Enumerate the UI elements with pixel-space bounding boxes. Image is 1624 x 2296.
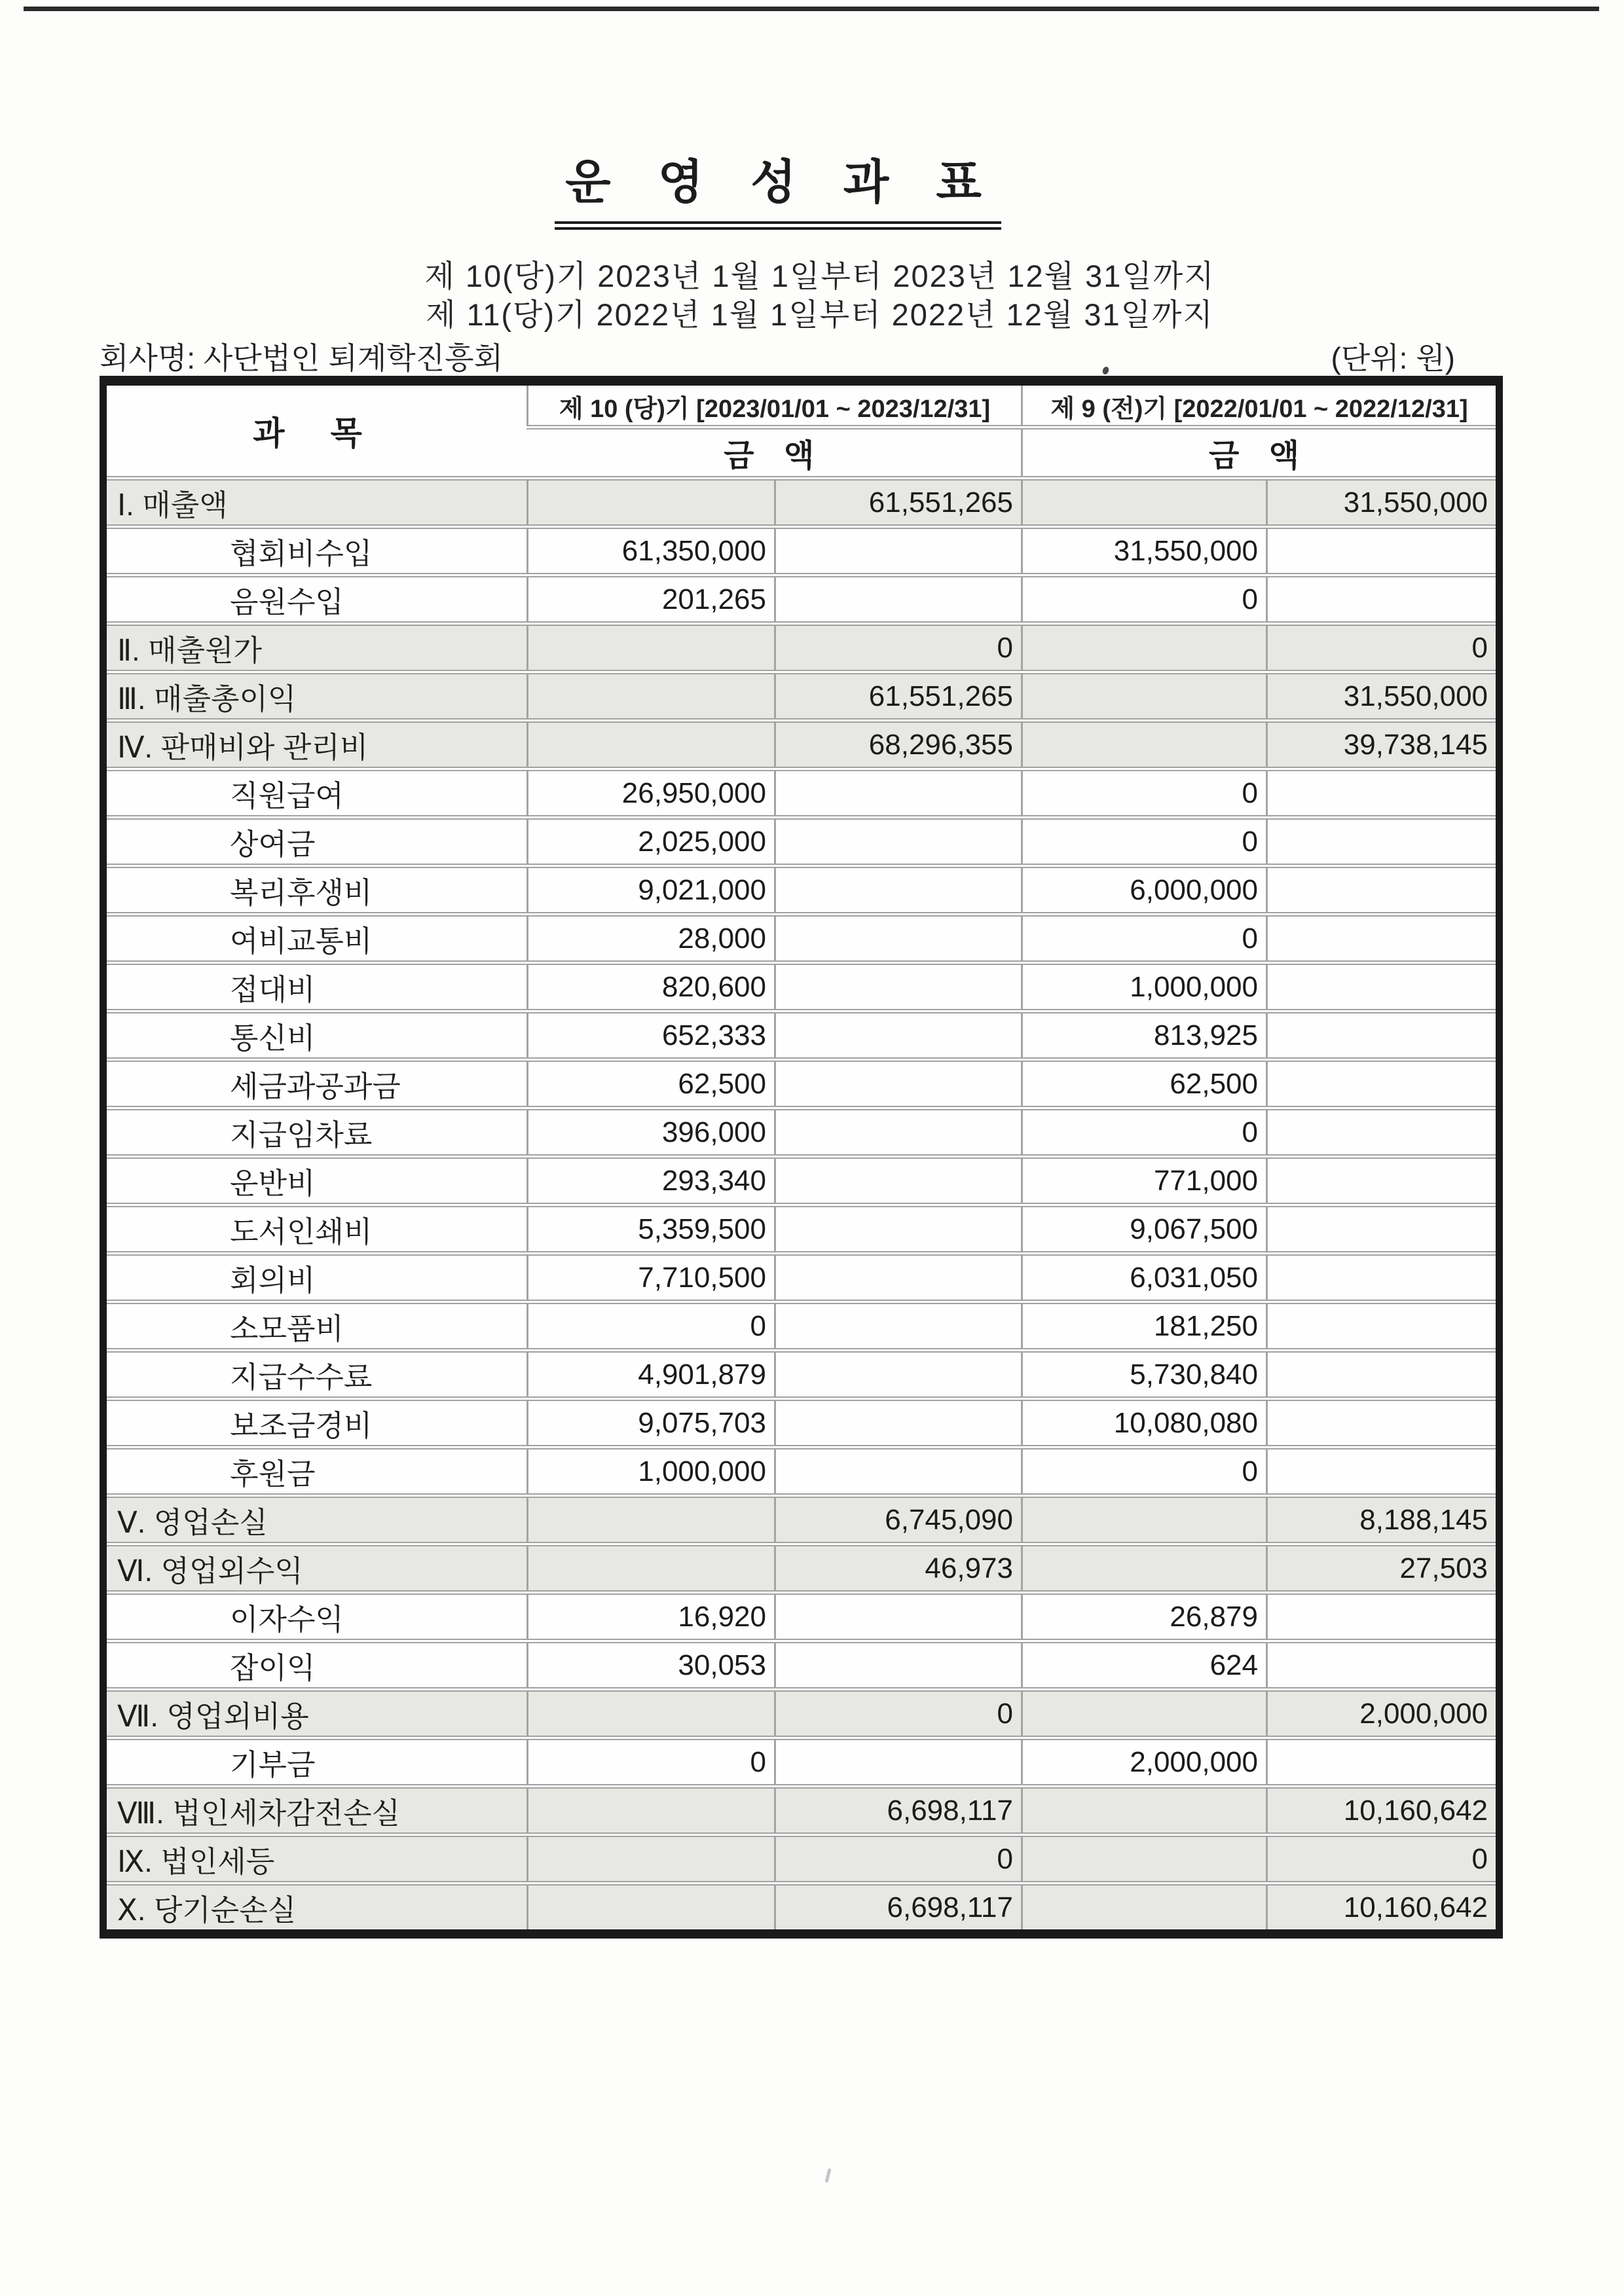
- prior-amount-total: 2,000,000: [1267, 1690, 1500, 1738]
- current-amount-detail: 9,075,703: [528, 1399, 775, 1448]
- column-header-current-period: 제 10 (당)기 [2023/01/01 ~ 2023/12/31]: [528, 381, 1022, 428]
- current-amount-total: [775, 1205, 1022, 1254]
- prior-amount-total: [1267, 1108, 1500, 1157]
- current-amount-total: [775, 575, 1022, 624]
- current-amount-detail: 0: [528, 1738, 775, 1787]
- column-header-prior-period: 제 9 (전)기 [2022/01/01 ~ 2022/12/31]: [1022, 381, 1500, 428]
- current-amount-detail: [528, 1835, 775, 1884]
- current-amount-total: [775, 1641, 1022, 1690]
- scan-edge-artifact: [24, 7, 1599, 11]
- prior-amount-total: [1267, 1205, 1500, 1254]
- prior-amount-total: 0: [1267, 624, 1500, 672]
- row-label: Ⅳ. 판매비와 관리비: [103, 721, 528, 769]
- prior-amount-detail: 2,000,000: [1022, 1738, 1267, 1787]
- prior-amount-detail: [1022, 1787, 1267, 1835]
- current-amount-total: 0: [775, 624, 1022, 672]
- column-header-amount-prior: 금 액: [1022, 428, 1500, 479]
- prior-amount-detail: 0: [1022, 769, 1267, 818]
- current-amount-detail: 820,600: [528, 963, 775, 1011]
- current-amount-detail: 4,901,879: [528, 1351, 775, 1399]
- row-label: Ⅴ. 영업손실: [103, 1496, 528, 1544]
- prior-amount-detail: 624: [1022, 1641, 1267, 1690]
- company-name: 회사명: 사단법인 퇴계학진흥회: [100, 341, 504, 375]
- current-amount-total: 6,745,090: [775, 1496, 1022, 1544]
- current-amount-total: 0: [775, 1835, 1022, 1884]
- prior-amount-total: [1267, 1351, 1500, 1399]
- table-row: [103, 1108, 1500, 1157]
- current-amount-detail: 1,000,000: [528, 1448, 775, 1496]
- prior-amount-total: 27,503: [1267, 1544, 1500, 1593]
- current-amount-total: 61,551,265: [775, 672, 1022, 721]
- table-row: [103, 575, 1500, 624]
- current-amount-total: 0: [775, 1690, 1022, 1738]
- current-amount-detail: 28,000: [528, 915, 775, 963]
- prior-amount-total: [1267, 915, 1500, 963]
- current-amount-total: [775, 1302, 1022, 1351]
- prior-amount-total: [1267, 963, 1500, 1011]
- prior-amount-total: [1267, 818, 1500, 866]
- row-label: 접대비: [103, 963, 528, 1011]
- current-amount-total: 68,296,355: [775, 721, 1022, 769]
- table-row: [103, 1544, 1500, 1593]
- row-label: 지급임차료: [103, 1108, 528, 1157]
- table-row: [103, 1593, 1500, 1641]
- prior-amount-total: [1267, 1641, 1500, 1690]
- current-amount-total: 61,551,265: [775, 479, 1022, 527]
- table-row: [103, 1641, 1500, 1690]
- table-row: [103, 1787, 1500, 1835]
- row-label: 회의비: [103, 1254, 528, 1302]
- prior-amount-total: 39,738,145: [1267, 721, 1500, 769]
- current-amount-detail: 5,359,500: [528, 1205, 775, 1254]
- prior-amount-detail: [1022, 624, 1267, 672]
- current-amount-detail: [528, 1787, 775, 1835]
- current-amount-total: [775, 866, 1022, 915]
- current-amount-detail: 26,950,000: [528, 769, 775, 818]
- prior-amount-detail: 181,250: [1022, 1302, 1267, 1351]
- row-label: Ⅵ. 영업외수익: [103, 1544, 528, 1593]
- row-label: 상여금: [103, 818, 528, 866]
- current-amount-detail: [528, 721, 775, 769]
- prior-amount-detail: [1022, 721, 1267, 769]
- current-amount-total: [775, 1399, 1022, 1448]
- row-label: Ⅷ. 법인세차감전손실: [103, 1787, 528, 1835]
- current-amount-total: [775, 818, 1022, 866]
- table-row: [103, 1884, 1500, 1935]
- current-amount-total: 6,698,117: [775, 1884, 1022, 1935]
- current-amount-detail: 396,000: [528, 1108, 775, 1157]
- current-amount-total: [775, 963, 1022, 1011]
- table-body: [103, 479, 1500, 1935]
- table-row: [103, 818, 1500, 866]
- prior-amount-detail: 771,000: [1022, 1157, 1267, 1205]
- current-amount-detail: 652,333: [528, 1011, 775, 1060]
- row-label: 후원금: [103, 1448, 528, 1496]
- table-row: [103, 1738, 1500, 1787]
- table-row: [103, 672, 1500, 721]
- row-label: 복리후생비: [103, 866, 528, 915]
- prior-amount-total: 31,550,000: [1267, 672, 1500, 721]
- period-line-prior: 제 11(당)기 2022년 1월 1일부터 2022년 12월 31일까지: [426, 297, 1214, 332]
- prior-amount-total: [1267, 1254, 1500, 1302]
- prior-amount-detail: [1022, 672, 1267, 721]
- prior-amount-detail: [1022, 1835, 1267, 1884]
- page-title: 운 영 성 과 표: [555, 144, 1001, 230]
- current-amount-total: [775, 527, 1022, 575]
- row-label: 통신비: [103, 1011, 528, 1060]
- current-amount-detail: 7,710,500: [528, 1254, 775, 1302]
- row-label: 보조금경비: [103, 1399, 528, 1448]
- row-label: Ⅸ. 법인세등: [103, 1835, 528, 1884]
- current-amount-detail: [528, 479, 775, 527]
- current-amount-total: [775, 1060, 1022, 1108]
- current-amount-detail: 61,350,000: [528, 527, 775, 575]
- prior-amount-detail: 5,730,840: [1022, 1351, 1267, 1399]
- prior-amount-total: [1267, 769, 1500, 818]
- prior-amount-detail: 31,550,000: [1022, 527, 1267, 575]
- table-row: [103, 1835, 1500, 1884]
- table-row: [103, 915, 1500, 963]
- current-amount-detail: [528, 1884, 775, 1935]
- table-row: [103, 1399, 1500, 1448]
- prior-amount-total: 10,160,642: [1267, 1787, 1500, 1835]
- prior-amount-detail: [1022, 1544, 1267, 1593]
- table-row: [103, 1690, 1500, 1738]
- current-amount-total: 6,698,117: [775, 1787, 1022, 1835]
- table-row: [103, 1060, 1500, 1108]
- current-amount-total: [775, 1011, 1022, 1060]
- prior-amount-detail: [1022, 1690, 1267, 1738]
- current-amount-detail: 201,265: [528, 575, 775, 624]
- column-header-item: 과 목: [253, 415, 380, 452]
- current-amount-total: [775, 1157, 1022, 1205]
- prior-amount-detail: 62,500: [1022, 1060, 1267, 1108]
- prior-amount-total: 8,188,145: [1267, 1496, 1500, 1544]
- current-amount-total: [775, 1254, 1022, 1302]
- row-label: 잡이익: [103, 1641, 528, 1690]
- current-amount-detail: 2,025,000: [528, 818, 775, 866]
- current-amount-detail: [528, 672, 775, 721]
- current-amount-total: 46,973: [775, 1544, 1022, 1593]
- current-amount-total: [775, 1448, 1022, 1496]
- prior-amount-total: [1267, 1593, 1500, 1641]
- row-label: Ⅶ. 영업외비용: [103, 1690, 528, 1738]
- column-header-amount-current: 금 액: [528, 428, 1022, 479]
- current-amount-detail: [528, 1690, 775, 1738]
- row-label: 도서인쇄비: [103, 1205, 528, 1254]
- row-label: 직원급여: [103, 769, 528, 818]
- row-label: 세금과공과금: [103, 1060, 528, 1108]
- prior-amount-detail: 813,925: [1022, 1011, 1267, 1060]
- prior-amount-detail: [1022, 479, 1267, 527]
- prior-amount-total: [1267, 1399, 1500, 1448]
- current-amount-detail: 62,500: [528, 1060, 775, 1108]
- unit-label: (단위: 원): [1331, 341, 1455, 375]
- table-row: [103, 1496, 1500, 1544]
- row-label: 협회비수입: [103, 527, 528, 575]
- current-amount-detail: 30,053: [528, 1641, 775, 1690]
- current-amount-detail: [528, 1496, 775, 1544]
- prior-amount-total: [1267, 1738, 1500, 1787]
- current-amount-total: [775, 1108, 1022, 1157]
- scan-smudge-artifact: [824, 2168, 831, 2183]
- prior-amount-detail: 0: [1022, 1448, 1267, 1496]
- prior-amount-detail: 26,879: [1022, 1593, 1267, 1641]
- prior-amount-total: [1267, 527, 1500, 575]
- table-row: [103, 769, 1500, 818]
- current-amount-detail: 9,021,000: [528, 866, 775, 915]
- row-label: Ⅲ. 매출총이익: [103, 672, 528, 721]
- row-label: Ⅹ. 당기순손실: [103, 1884, 528, 1935]
- prior-amount-total: [1267, 1011, 1500, 1060]
- table-row: [103, 963, 1500, 1011]
- table-row: [103, 479, 1500, 527]
- current-amount-detail: 0: [528, 1302, 775, 1351]
- table-row: [103, 721, 1500, 769]
- prior-amount-detail: 9,067,500: [1022, 1205, 1267, 1254]
- table-row: [103, 1448, 1500, 1496]
- prior-amount-detail: [1022, 1884, 1267, 1935]
- prior-amount-total: [1267, 1448, 1500, 1496]
- current-amount-detail: 293,340: [528, 1157, 775, 1205]
- row-label: 이자수익: [103, 1593, 528, 1641]
- prior-amount-detail: 10,080,080: [1022, 1399, 1267, 1448]
- current-amount-detail: [528, 1544, 775, 1593]
- prior-amount-total: [1267, 1157, 1500, 1205]
- table-row: [103, 624, 1500, 672]
- prior-amount-detail: 6,000,000: [1022, 866, 1267, 915]
- prior-amount-total: [1267, 1060, 1500, 1108]
- prior-amount-detail: 0: [1022, 818, 1267, 866]
- current-amount-total: [775, 769, 1022, 818]
- prior-amount-detail: [1022, 1496, 1267, 1544]
- prior-amount-total: [1267, 1302, 1500, 1351]
- table-row: [103, 527, 1500, 575]
- row-label: 소모품비: [103, 1302, 528, 1351]
- current-amount-detail: 16,920: [528, 1593, 775, 1641]
- table-row: [103, 866, 1500, 915]
- row-label: 여비교통비: [103, 915, 528, 963]
- income-statement-table: [100, 376, 1496, 1939]
- row-label: 운반비: [103, 1157, 528, 1205]
- prior-amount-detail: 1,000,000: [1022, 963, 1267, 1011]
- current-amount-detail: [528, 624, 775, 672]
- table-row: [103, 1205, 1500, 1254]
- current-amount-total: [775, 915, 1022, 963]
- table-row: [103, 1157, 1500, 1205]
- prior-amount-total: 0: [1267, 1835, 1500, 1884]
- row-label: 음원수입: [103, 575, 528, 624]
- prior-amount-total: [1267, 575, 1500, 624]
- prior-amount-detail: 0: [1022, 575, 1267, 624]
- table-row: [103, 1302, 1500, 1351]
- prior-amount-total: [1267, 866, 1500, 915]
- table-row: [103, 1254, 1500, 1302]
- prior-amount-total: 31,550,000: [1267, 479, 1500, 527]
- row-label: Ⅱ. 매출원가: [103, 624, 528, 672]
- row-label: 기부금: [103, 1738, 528, 1787]
- prior-amount-detail: 0: [1022, 915, 1267, 963]
- period-line-current: 제 10(당)기 2023년 1월 1일부터 2023년 12월 31일까지: [424, 259, 1215, 293]
- row-label: 지급수수료: [103, 1351, 528, 1399]
- current-amount-total: [775, 1593, 1022, 1641]
- table-row: [103, 1351, 1500, 1399]
- prior-amount-detail: 0: [1022, 1108, 1267, 1157]
- table-row: [103, 1011, 1500, 1060]
- current-amount-total: [775, 1351, 1022, 1399]
- reporting-periods: [0, 257, 1624, 334]
- prior-amount-total: 10,160,642: [1267, 1884, 1500, 1935]
- prior-amount-detail: 6,031,050: [1022, 1254, 1267, 1302]
- current-amount-total: [775, 1738, 1022, 1787]
- row-label: Ⅰ. 매출액: [103, 479, 528, 527]
